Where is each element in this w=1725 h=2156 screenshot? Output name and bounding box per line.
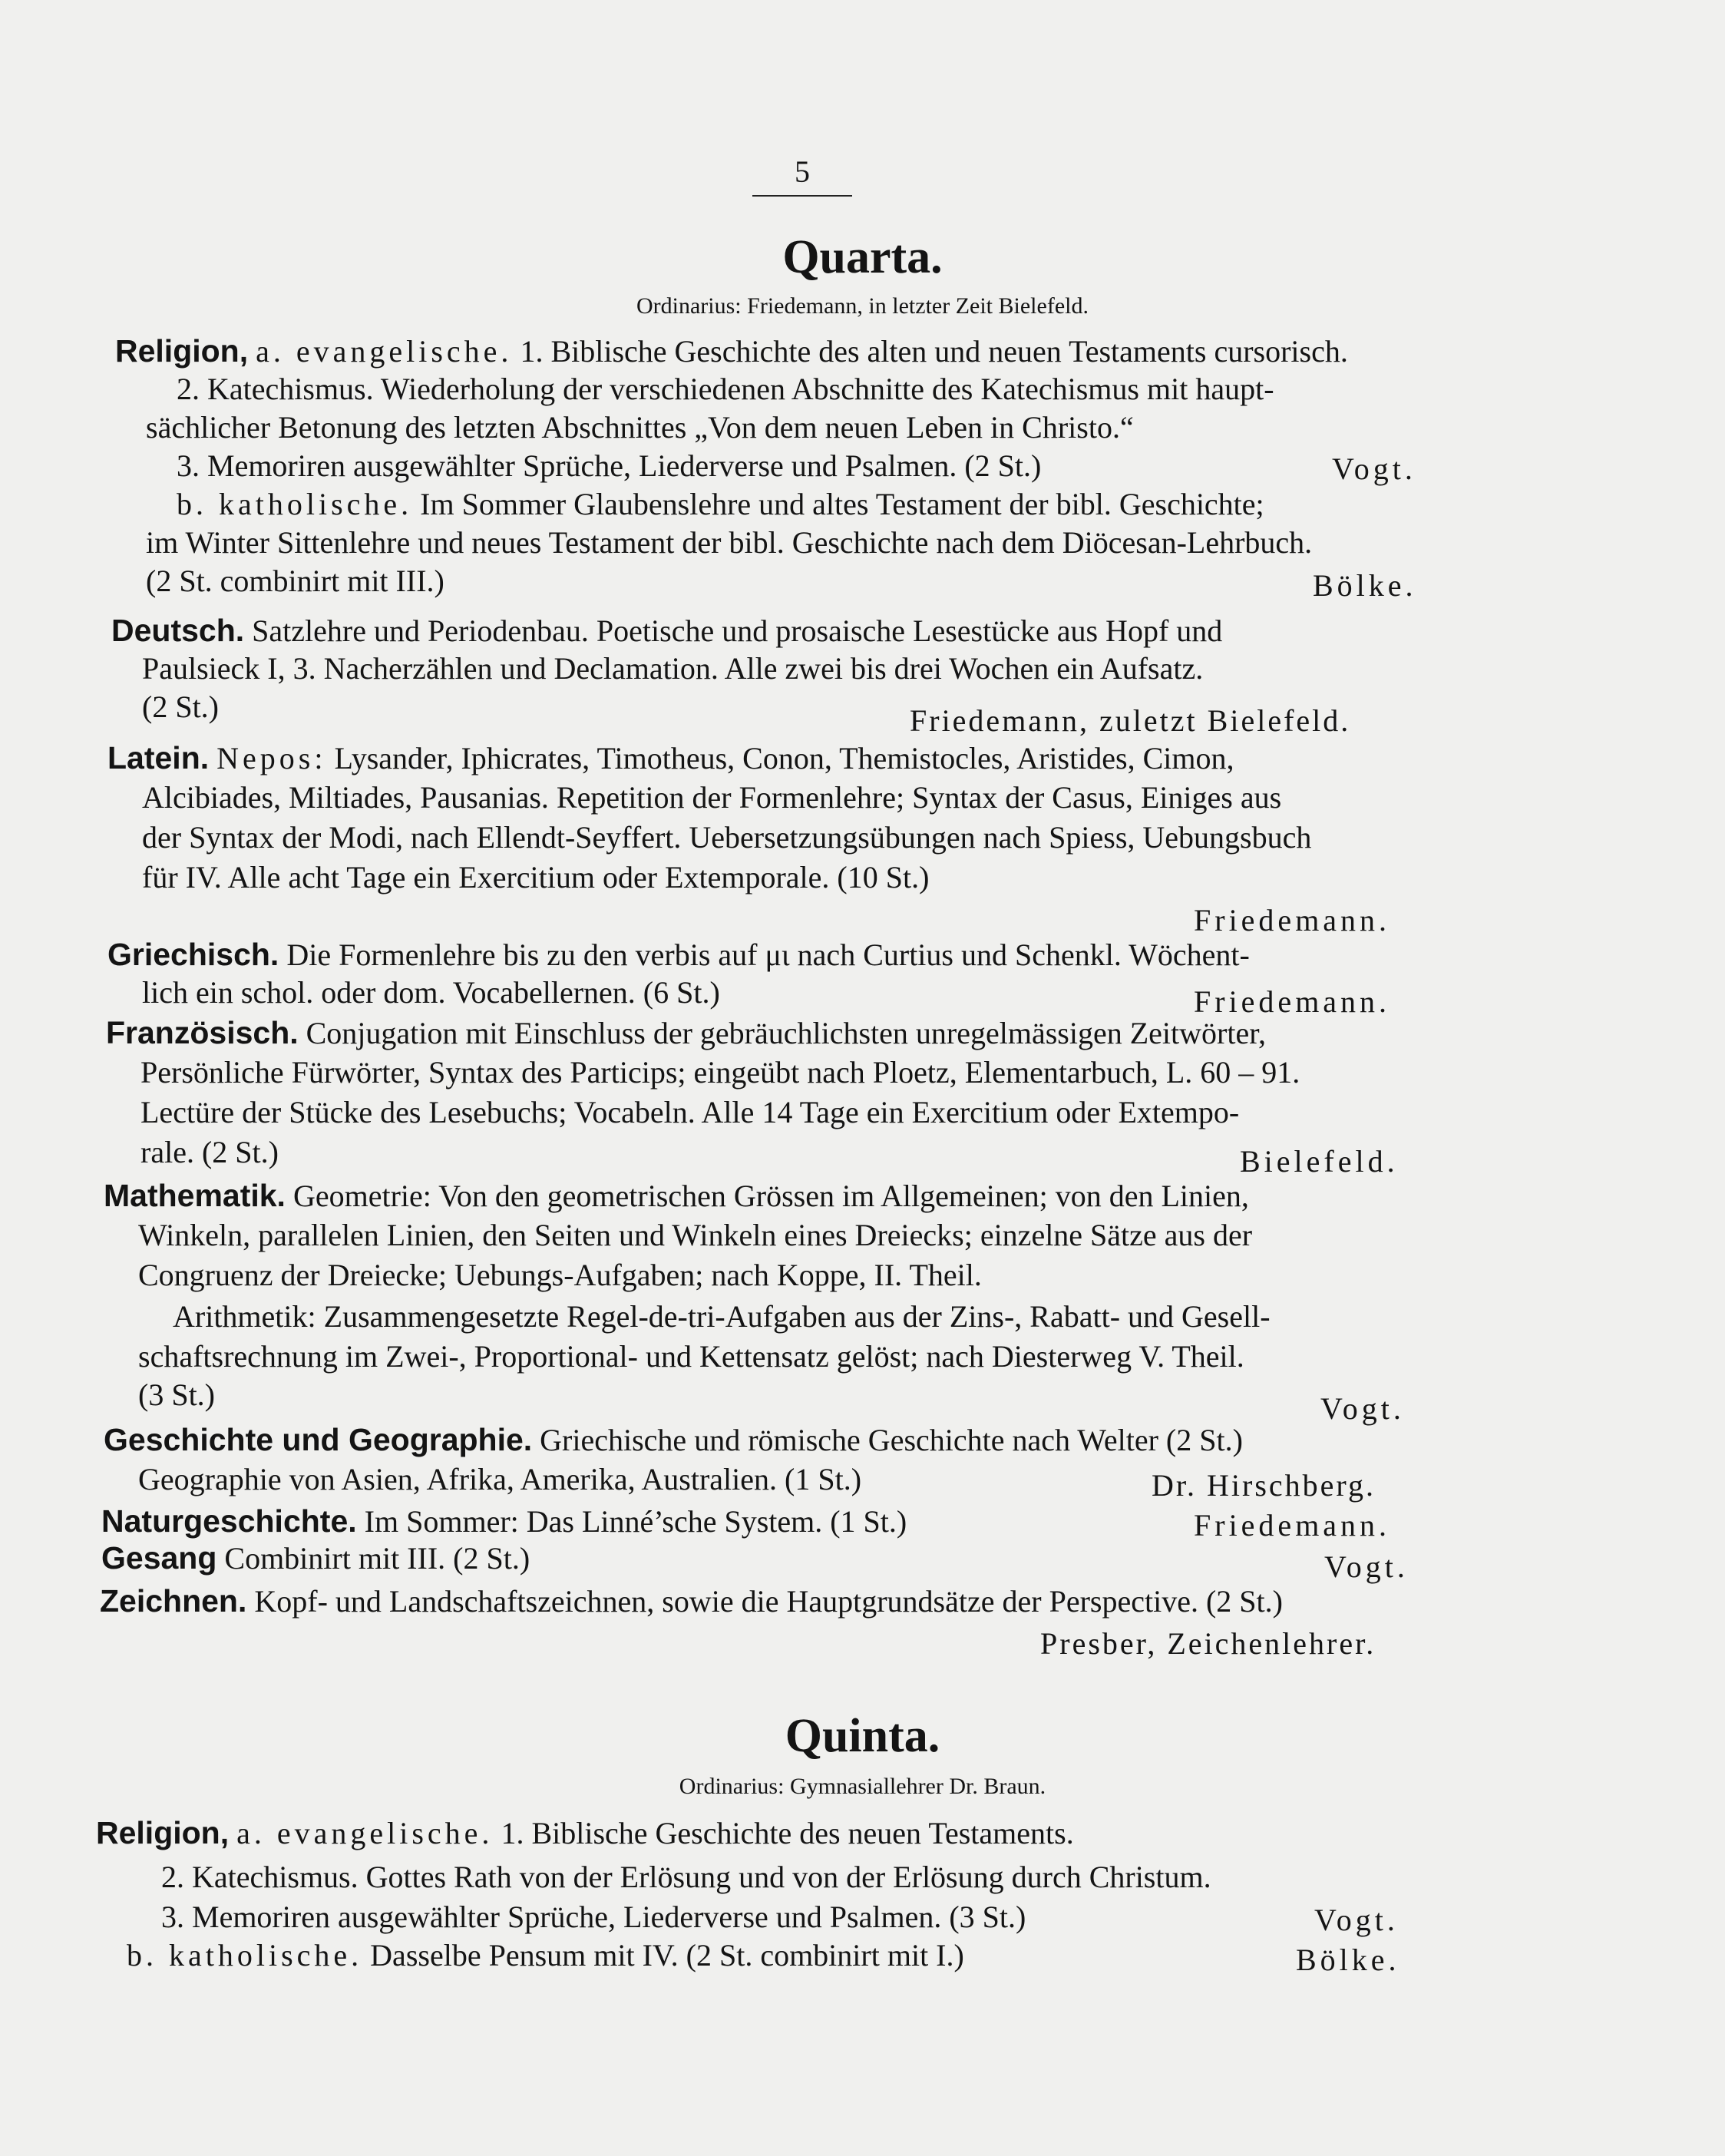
religion-a-label: a. evangelische. [236, 1816, 494, 1850]
religion-line-4: 3. Memoriren ausgewählter Sprüche, Liederverse und Psalmen. (2 St.) [177, 448, 1042, 483]
subject-mathematik: Mathematik. [104, 1178, 286, 1213]
subject-franzoesisch: Französisch. [106, 1015, 299, 1050]
teacher-name: Friedemann, zuletzt Bielefeld. [910, 703, 1351, 738]
subject-deutsch: Deutsch. [111, 613, 245, 648]
deutsch-line-2: Paulsieck I, 3. Nacherzählen und Declamation. Alle zwei bis drei Wochen ein Aufsatz. [142, 651, 1204, 686]
religion-line-7: (2 St. combinirt mit III.) [146, 564, 444, 598]
teacher-name: Friedemann. [1194, 903, 1391, 937]
franzoesisch-line-2: Persönliche Fürwörter, Syntax des Particips; eingeübt nach Ploetz, Elementarbuch, L. 60 – 91. [140, 1055, 1300, 1090]
quinta-religion-line-4 [127, 1936, 964, 1975]
subject-geschichte: Geschichte und Geographie. [104, 1422, 533, 1457]
subject-latein: Latein. [107, 740, 210, 775]
teacher-name: Dr. Hirschberg. [1152, 1468, 1376, 1503]
religion-line-6: im Winter Sittenlehre und neues Testament der bibl. Geschichte nach dem Diöcesan-Lehrbuch. [146, 525, 1313, 560]
gesang-line-1 [101, 1539, 530, 1578]
ordinarius-quarta: Ordinarius: Friedemann, in letzter Zeit Bielefeld. [636, 293, 1089, 319]
latein-text: Lysander, Iphicrates, Timotheus, Conon, Themistocles, Aristides, Cimon, [334, 741, 1234, 775]
deutsch-text: Satzlehre und Periodenbau. Poetische und prosaische Lesestücke aus Hopf und [252, 613, 1223, 648]
religion-b-label: b. katholische. [127, 1938, 363, 1972]
subject-naturgeschichte: Naturgeschichte. [101, 1503, 357, 1539]
religion-line-3: sächlicher Betonung des letzten Abschnittes „Von dem neuen Leben in Christo.“ [146, 410, 1134, 445]
religion-b-label: b. katholische. [177, 487, 413, 521]
teacher-name: Bölke. [1296, 1943, 1400, 1977]
teacher-name: Presber, Zeichenlehrer. [1040, 1626, 1376, 1661]
deutsch-line-3: (2 St.) [142, 689, 219, 724]
latein-line-3: der Syntax der Modi, nach Ellendt-Seyffert. Uebersetzungsübungen nach Spiess, Uebungsbuch [142, 820, 1312, 855]
teacher-name: Friedemann. [1194, 984, 1391, 1019]
geschichte-line-1 [104, 1420, 1243, 1460]
teacher-name: Vogt. [1332, 451, 1416, 486]
subject-zeichnen: Zeichnen. [100, 1583, 247, 1619]
latein-line-1 [107, 739, 1234, 778]
religion-line-5 [177, 485, 1264, 524]
deutsch-line-1 [111, 611, 1222, 650]
griechisch-line-2: lich ein schol. oder dom. Vocabellernen. (6 St.) [142, 975, 720, 1010]
religion-line-2: 2. Katechismus. Wiederholung der verschiedenen Abschnitte des Katechismus mit haupt- [177, 372, 1274, 406]
quinta-religion-line-3: 3. Memoriren ausgewählter Sprüche, Liederverse und Psalmen. (3 St.) [161, 1900, 1026, 1934]
natur-line-1 [101, 1502, 907, 1541]
mathematik-line-5: schaftsrechnung im Zwei-, Proportional- und Kettensatz gelöst; nach Diesterweg V. Theil. [138, 1339, 1244, 1374]
zeichnen-line-1 [100, 1582, 1283, 1621]
geschichte-line-2: Geographie von Asien, Afrika, Amerika, Australien. (1 St.) [138, 1462, 862, 1496]
mathematik-line-3: Congruenz der Dreiecke; Uebungs-Aufgaben; nach Koppe, II. Theil. [138, 1258, 982, 1292]
quinta-religion-line-1 [96, 1814, 1074, 1853]
franzoesisch-line-4: rale. (2 St.) [140, 1135, 279, 1169]
section-title-quarta: Quarta. [782, 231, 943, 283]
subject-gesang: Gesang [101, 1540, 217, 1576]
mathematik-line-6: (3 St.) [138, 1377, 215, 1412]
teacher-name: Vogt. [1320, 1391, 1405, 1426]
religion-text: Im Sommer Glaubenslehre und altes Testament der bibl. Geschichte; [420, 487, 1264, 521]
griechisch-text: Die Formenlehre bis zu den verbis auf μι nach Curtius und Schenkl. Wöchent- [286, 937, 1250, 972]
franzoesisch-text: Conjugation mit Einschluss der gebräuchlichsten unregelmässigen Zeitwörter, [306, 1016, 1266, 1050]
mathematik-text: Geometrie: Von den geometrischen Grössen im Allgemeinen; von den Linien, [292, 1179, 1249, 1213]
mathematik-line-2: Winkeln, parallelen Linien, den Seiten und Winkeln eines Dreiecks; einzelne Sätze aus der [138, 1218, 1253, 1252]
geschichte-text: Griechische und römische Geschichte nach Welter (2 St.) [540, 1423, 1243, 1457]
griechisch-line-1 [107, 935, 1250, 974]
ordinarius-quinta: Ordinarius: Gymnasiallehrer Dr. Braun. [679, 1774, 1046, 1799]
latein-line-4: für IV. Alle acht Tage ein Exercitium oder Extemporale. (10 St.) [142, 860, 930, 894]
franzoesisch-line-1 [106, 1014, 1266, 1053]
quinta-religion-line-2: 2. Katechismus. Gottes Rath von der Erlösung und von der Erlösung durch Christum. [161, 1860, 1211, 1894]
religion-text: 1. Biblische Geschichte des neuen Testaments. [501, 1816, 1074, 1850]
natur-text: Im Sommer: Das Linné’sche System. (1 St.) [364, 1504, 907, 1539]
religion-text: Dasselbe Pensum mit IV. (2 St. combinirt mit I.) [370, 1938, 964, 1972]
latein-line-2: Alcibiades, Miltiades, Pausanias. Repetition der Formenlehre; Syntax der Casus, Einiges aus [142, 780, 1282, 815]
teacher-name: Friedemann. [1194, 1508, 1391, 1543]
teacher-name: Vogt. [1314, 1903, 1399, 1937]
latein-nepos: Nepos: [216, 741, 327, 775]
teacher-name: Vogt. [1324, 1549, 1409, 1584]
religion-text: 1. Biblische Geschichte des alten und neuen Testaments cursorisch. [520, 334, 1348, 369]
subject-religion: Religion, [96, 1815, 230, 1850]
section-title-quinta: Quinta. [785, 1710, 940, 1762]
teacher-name: Bölke. [1313, 568, 1417, 603]
gesang-text: Combinirt mit III. (2 St.) [224, 1541, 530, 1576]
franzoesisch-line-3: Lectüre der Stücke des Lesebuchs; Vocabeln. Alle 14 Tage ein Exercitium oder Extempo- [140, 1095, 1240, 1129]
zeichnen-text: Kopf- und Landschaftszeichnen, sowie die Hauptgrundsätze der Perspective. (2 St.) [254, 1584, 1283, 1619]
subject-griechisch: Griechisch. [107, 937, 279, 972]
subject-religion: Religion, [115, 333, 249, 369]
teacher-name: Bielefeld. [1240, 1144, 1399, 1179]
mathematik-line-1 [104, 1176, 1249, 1215]
page-number: 5 [752, 154, 852, 197]
mathematik-line-4: Arithmetik: Zusammengesetzte Regel-de-tri-Aufgaben aus der Zins-, Rabatt- und Gesell- [173, 1299, 1271, 1334]
religion-a-label: a. evangelische. [256, 334, 513, 369]
religion-line-1 [115, 332, 1348, 371]
